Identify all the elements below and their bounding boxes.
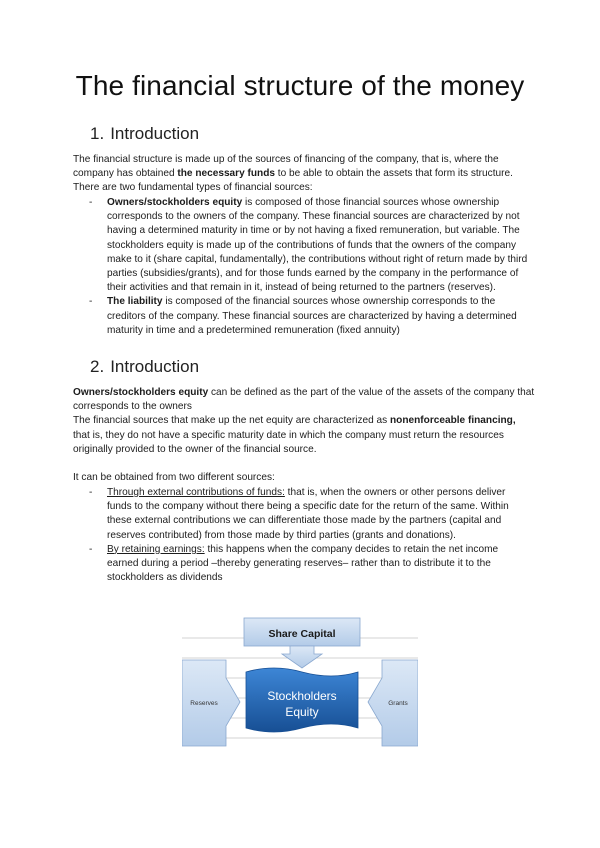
bullet-underlined-term: By retaining earnings:	[107, 543, 205, 555]
financing-text-a: The financial sources that make up the net equity are characterized as	[73, 415, 391, 427]
definition-text: can be defined as the part of the value of the assets of the company that corresponds to the owners	[73, 387, 535, 413]
bullet-dash: -	[89, 296, 93, 308]
center-label-line2: Equity	[285, 705, 319, 719]
equity-diagram	[182, 616, 418, 752]
financing-text-b: that is, they do not have a specific maturity date in which the company must return the resources originally provided to the owner of the financial source.	[73, 429, 504, 455]
section1-number: 1.	[90, 124, 105, 143]
bullet-text: this happens when the company decides to retain the net income earned during a period –thereby generating reserves– rather than to distribute it to the stockholders as dividends	[107, 543, 499, 584]
equity-diagram-svg	[182, 616, 418, 752]
financing-bold: nonenforceable financing,	[390, 415, 516, 427]
document-title: The financial structure of the money	[75, 70, 525, 101]
center-label-line1: Stockholders	[267, 689, 337, 703]
section2-heading	[90, 357, 199, 377]
bullet-bold-term: The liability	[107, 296, 163, 308]
bullet-text: is composed of those financial sources whose ownership corresponds to the owners of the company. These financial sources are characterized by not having a determined maturity in time or by not having a fixed remuneration, but variable. The stockholders equity is made up of the contributions of funds that the owners of the company make to it (share capital, fundamentally), the contributions without right of return made by third parties (subsidies/grants), and for those funds earned by the company in the performance of their activities and that remain in it, instead of being returned to the partners (reserves).	[107, 197, 528, 294]
section2-number: 2.	[90, 357, 105, 376]
intro-bold: the necessary funds	[177, 168, 275, 180]
section1-heading-text: Introduction	[110, 124, 200, 143]
section1-bullet-list	[89, 196, 531, 338]
bullet-underlined-term: Through external contributions of funds:	[107, 487, 285, 498]
bullet-dash: -	[89, 487, 93, 498]
section2-heading-text: Introduction	[110, 357, 200, 376]
down-arrow-icon	[282, 646, 322, 668]
grants-label: Grants	[388, 700, 408, 707]
list-item	[89, 196, 531, 295]
sources-intro: It can be obtained from two different sources:	[73, 472, 275, 484]
intro-text-b: to be able to obtain the assets that form its structure. There are two fundamental types of financial sources:	[73, 168, 513, 194]
list-item	[89, 486, 531, 543]
share-capital-label: Share Capital	[268, 628, 336, 640]
section1-heading	[90, 124, 199, 144]
bullet-dash: -	[89, 543, 93, 555]
list-item	[89, 543, 531, 586]
reserves-label: Reserves	[190, 700, 218, 707]
section2-bullet-list	[89, 486, 531, 585]
bullet-bold-term: Owners/stockholders equity	[107, 197, 243, 208]
bullet-dash: -	[89, 197, 93, 208]
intro-text-a: The financial structure is made up of the sources of financing of the company, that is, where the company has obtained	[73, 154, 499, 180]
bullet-text: that is, when the owners or other persons deliver funds to the company without there being a specific date for the return of the same. Within these external contributions we can differentiate those made by the partners (capital and reserves contributed) from those made by third parties (grants and donations).	[107, 487, 509, 541]
bullet-text: is composed of the financial sources whose ownership corresponds to the creditors of the company. These financial sources are characterized by having a determined maturity in time and a predetermined remuneration (fixed annuity)	[107, 296, 517, 336]
definition-bold: Owners/stockholders equity	[73, 387, 209, 398]
section1-intro	[73, 153, 535, 196]
list-item	[89, 295, 531, 338]
section2-body	[73, 386, 535, 485]
